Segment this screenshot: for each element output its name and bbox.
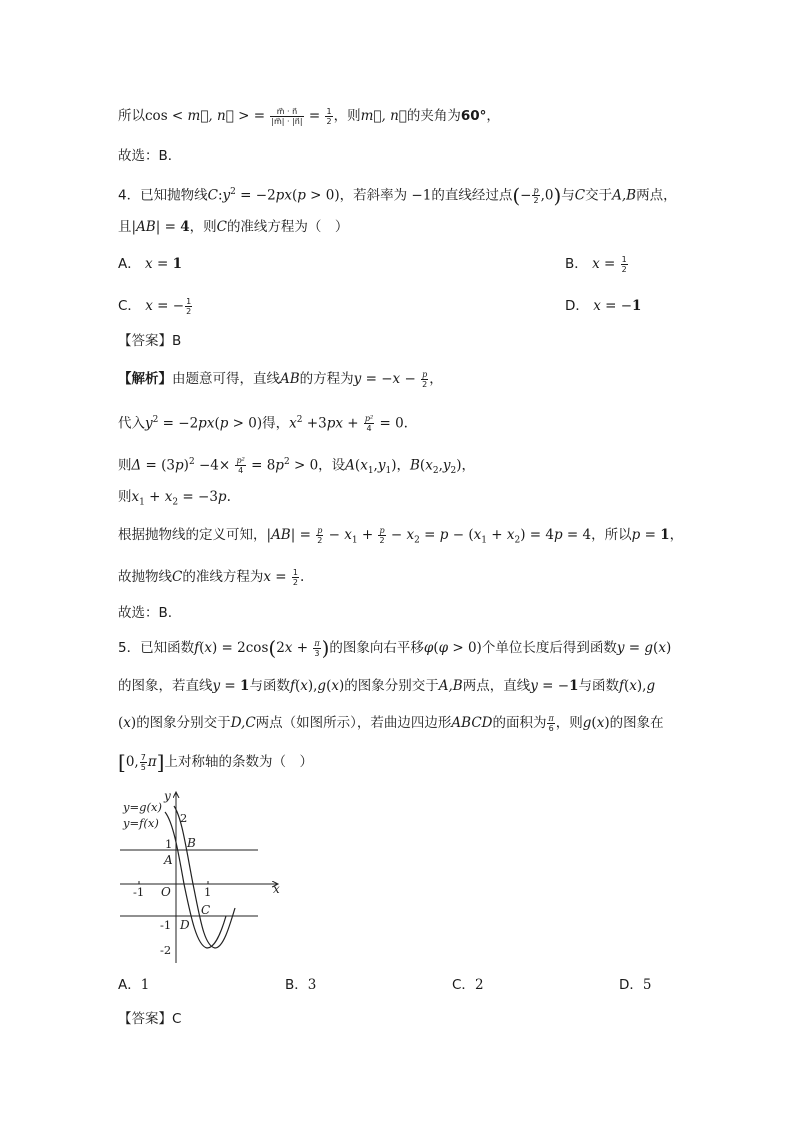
q5-option-b <box>285 975 316 995</box>
q5-text: 的图象分别交于 <box>136 715 231 731</box>
q5-stem-line2: 的图象，若直线y = 1与函数f(x),g(x)的图象分别交于A,B两点，直线y = −1与函数f(x),g <box>118 678 656 694</box>
q5-stem-line1: 5．已知函数f(x) = 2cos(2x + $\frac{\pi}{3}$ )的图象向右平移φ(φ > 0)个单位长度后得到函数y = g(x) <box>118 636 672 660</box>
q4-text: 的准线方程为 <box>182 569 264 585</box>
option-text: 3 <box>307 977 317 993</box>
answer-label: 【答案】 <box>118 1011 172 1027</box>
q4-analysis-line6: 故抛物线C的准线方程为x = $\frac{1}{2}$ . <box>118 567 305 587</box>
q5-stem-line3: (x)的图象分别交于D,C两点（如图所示），若曲边四边形ABCD的面积为 $\frac{\pi}{6}$ ，则g(x)的图象在 <box>118 713 664 733</box>
answer-value: B <box>172 333 182 349</box>
q3-text: ， <box>486 108 500 124</box>
q4-text: 由题意可得，直线 <box>172 371 280 387</box>
q4-text: ，则 <box>189 219 217 235</box>
option-letter: B． <box>565 256 588 272</box>
answer-value: C <box>172 1011 182 1027</box>
q5-text: 的图象向右平移 <box>329 640 424 656</box>
q4-option-a: A． x = 1 <box>118 256 182 272</box>
q4-text: 代入 <box>118 415 145 432</box>
q5-number: 5． <box>118 640 141 656</box>
point-label-c: C <box>201 903 211 917</box>
q4-text: 与 <box>561 187 575 204</box>
q4-text: 则 <box>118 489 132 505</box>
q5-text: 已知函数 <box>140 640 195 656</box>
option-text: 5 <box>642 977 652 993</box>
q4-stem-line1: 4．已知抛物线$C:y^2 = -2px(p > 0)$，若斜率为 −1的直线经过点(− $\frac{p}{2}$ ,0)与C交于A,B两点， <box>118 183 677 208</box>
q5-text: 的图象在 <box>609 715 664 731</box>
q4-number: 4． <box>118 187 141 204</box>
q5-option-a <box>118 975 149 995</box>
option-letter: D． <box>619 977 643 993</box>
q5-text: 的图象分别交于 <box>344 678 439 694</box>
tick-label-x: 1 <box>204 885 212 899</box>
q4-text: 已知抛物线 <box>140 187 208 204</box>
option-text: 1 <box>140 977 150 993</box>
q5-text: 的图象，若直线 <box>118 678 213 694</box>
q3-conclusion-line: 所以cos < m⃗, n⃗ > = $\frac{m⃗ \cdot n⃗}{|m⃗| \cdot |n⃗|}$ = $\frac{1}{2}$ ，则m⃗, n⃗的夹角为60°， <box>118 106 500 126</box>
frac-dot: $\frac{m⃗ \cdot n⃗}{|m⃗| \cdot |n⃗|}$ <box>271 106 303 126</box>
q4-text: 得， <box>262 415 290 432</box>
q5-text: 两点，直线 <box>462 678 531 694</box>
q4-analysis-line4: 则$x_1 + x_2 = -3p$. <box>118 489 231 508</box>
q5-stem-line4: [0, $\frac{7}{5}$ π]上对称轴的条数为（ ） <box>118 750 313 774</box>
tick-label-y: -1 <box>160 918 172 932</box>
option-letter: C． <box>118 298 141 314</box>
function-graph <box>118 788 298 968</box>
cos-text: cos <box>145 108 168 124</box>
q4-text: ，所以 <box>591 527 632 543</box>
q4-text: 且 <box>118 219 132 235</box>
q3-text: 所以 <box>118 108 145 124</box>
analysis-label: 【解析】 <box>118 371 172 387</box>
q4-text: 则 <box>118 457 132 474</box>
frac-half: $\frac{1}{2}$ <box>326 106 332 126</box>
q4-text: 的方程为 <box>299 371 354 387</box>
point-label-a: A <box>164 853 173 867</box>
option-letter: A． <box>118 256 141 272</box>
q4-text: 交于 <box>585 187 613 204</box>
q4-analysis-line1: 【解析】由题意可得，直线AB的方程为y = −x − $\frac{p}{2}$ ， <box>118 369 443 389</box>
q4-option-c: C． x = − $\frac{1}{2}$ <box>118 296 192 316</box>
option-letter: A． <box>118 977 141 993</box>
q5-text: 两点（如图所示），若曲边四边形 <box>255 715 452 731</box>
q4-stem-line2: 且|AB| = 4，则C的准线方程为（ ） <box>118 219 349 235</box>
curve-g <box>165 812 226 948</box>
q5-text: 与函数 <box>249 678 290 694</box>
label-g: y=g(x) <box>123 800 162 814</box>
q5-answer <box>118 1009 181 1029</box>
q4-text: 的准线方程为（ ） <box>226 219 349 235</box>
q5-text: 的面积为 <box>492 715 547 731</box>
axis-x-label: x <box>273 882 280 896</box>
q4-choice: 故选：B. <box>118 605 173 621</box>
q5-text: 个单位长度后得到函数 <box>481 640 617 656</box>
q5-text: ，则 <box>555 715 583 731</box>
tick-label-y: -2 <box>160 943 172 957</box>
q4-text: ，若斜率为 <box>339 187 412 204</box>
q4-text: 故抛物线 <box>118 569 172 585</box>
option-letter: C． <box>452 977 475 993</box>
q3-text: 的夹角为 <box>406 108 461 124</box>
q4-analysis-line5: 根据抛物线的定义可知，|AB| = $\frac{p}{2}$ − $x_1$ + $\frac{p}{2}$ − $x_2 = p - (x_1 + x_2) = 4p = 4$，所以p = 1， <box>118 525 684 546</box>
angle-value: 60° <box>460 108 487 124</box>
q4-analysis-line2: 代入$y^2 = -2px(p > 0)$得，$x^2 +3px$ + $\frac{\text{p²}}{4}$ = 0. <box>118 414 408 433</box>
q5-option-c <box>452 975 484 995</box>
q3-choice: 故选：B． <box>118 148 182 164</box>
q4-option-d: D． x = −1 <box>565 298 642 314</box>
option-letter: D． <box>565 298 589 314</box>
q4-option-b: B． x = $\frac{1}{2}$ <box>565 254 627 274</box>
tick-label-x: -1 <box>133 885 145 899</box>
q3-text: ，则 <box>333 108 361 124</box>
axis-y-label: y <box>164 789 171 803</box>
q4-answer <box>118 331 181 351</box>
q5-option-d <box>619 975 652 995</box>
q5-text: 与函数 <box>578 678 619 694</box>
option-text: 2 <box>474 977 484 993</box>
q4-text: 根据抛物线的定义可知， <box>118 527 267 543</box>
point-label-b: B <box>187 836 196 850</box>
tick-label-y: 1 <box>165 837 173 851</box>
point-label-d: D <box>180 918 190 932</box>
origin-label: O <box>161 885 171 899</box>
tick-label-y: 2 <box>180 811 188 825</box>
q4-analysis-line3: 则$\Delta = (3p)^2 -4\times$ $\frac{\text{p²}}{4}$ = $8p^2 > 0$，设$A(x_1,y_1)$，$B(x_2,y_2)$， <box>118 456 476 477</box>
option-letter: B． <box>285 977 308 993</box>
q4-text: 两点， <box>636 187 677 204</box>
q5-text: 上对称轴的条数为（ ） <box>164 754 313 770</box>
q4-text: 的直线经过点 <box>431 187 513 204</box>
answer-label: 【答案】 <box>118 333 172 349</box>
q4-text: ，设 <box>318 457 346 474</box>
label-f: y=f(x) <box>123 816 159 830</box>
